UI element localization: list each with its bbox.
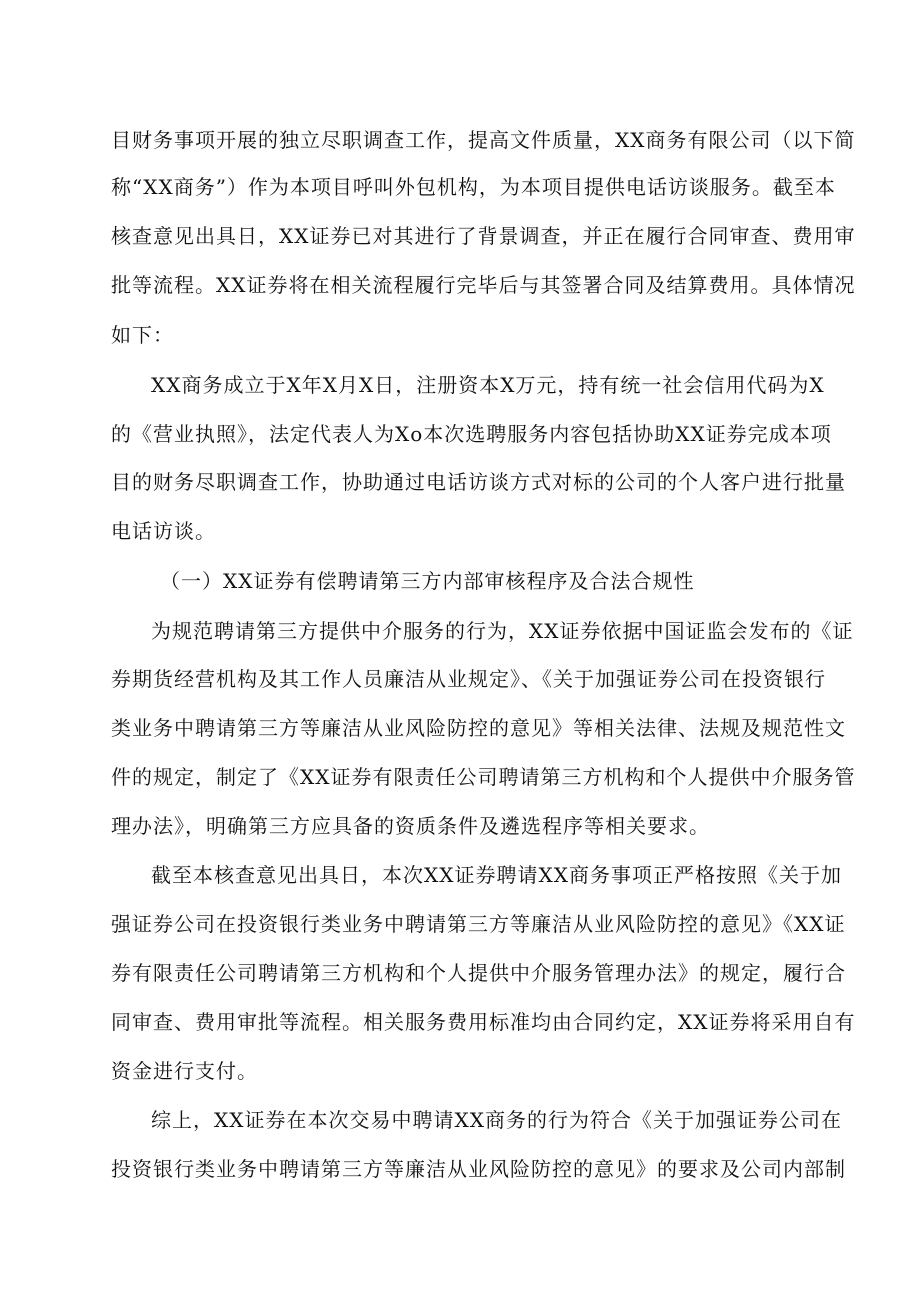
text-line-4: 批等流程。XX证券将在相关流程履行完毕后与其签署合同及结算费用。具体情况	[111, 273, 856, 297]
text-line-9: 电话访谈。	[111, 519, 216, 543]
text-line-3: 核查意见出具日，XX证券已对其进行了背景调查，并正在履行合同审查、费用审	[111, 224, 856, 248]
text-line-12: 券期货经营机构及其工作人员廉洁从业规定》、《关于加强证券公司在投资银行	[111, 667, 826, 691]
text-line-21: 综上，XX证券在本次交易中聘请XX商务的行为符合《关于加强证券公司在	[151, 1108, 842, 1132]
text-line-16: 截至本核查意见出具日，本次XX证券聘请XX商务事项正严格按照《关于加	[151, 863, 842, 887]
text-line-2: 称“XX商务”）作为本项目呼叫外包机构，为本项目提供电话访谈服务。截至本	[111, 175, 836, 199]
text-line-22: 投资银行类业务中聘请第三方等廉洁从业风险防控的意见》的要求及公司内部制	[111, 1157, 846, 1181]
text-line-20: 资金进行支付。	[111, 1059, 258, 1083]
text-line-14: 件的规定，制定了《XX证券有限责任公司聘请第三方机构和个人提供中介服务管	[111, 765, 856, 789]
section-heading: （一）XX证券有偿聘请第三方内部审核程序及合法合规性	[160, 569, 695, 593]
text-line-18: 券有限责任公司聘请第三方机构和个人提供中介服务管理办法》的规定，履行合	[111, 961, 846, 985]
text-line-19: 同审查、费用审批等流程。相关服务费用标准均由合同约定，XX证券将采用自有	[111, 1010, 856, 1034]
text-line-5: 如下：	[111, 323, 174, 347]
text-line-15: 理办法》，明确第三方应具备的资质条件及遴选程序等相关要求。	[111, 814, 710, 838]
text-line-17: 强证券公司在投资银行类业务中聘请第三方等廉洁从业风险防控的意见》《XX证	[111, 912, 846, 936]
text-line-7: 的《营业执照》，法定代表人为Xo本次选聘服务内容包括协助XX证券完成本项	[111, 422, 832, 446]
text-line-11: 为规范聘请第三方提供中介服务的行为，XX证券依据中国证监会发布的《证	[151, 619, 854, 643]
text-line-13: 类业务中聘请第三方等廉洁从业风险防控的意见》等相关法律、法规及规范性文	[111, 716, 846, 740]
text-line-1: 目财务事项开展的独立尽职调查工作，提高文件质量，XX商务有限公司（以下简	[111, 128, 856, 152]
text-line-6: XX商务成立于X年X月X日，注册资本X万元，持有统一社会信用代码为X	[151, 373, 825, 397]
text-line-8: 目的财务尽职调查工作，协助通过电话访谈方式对标的公司的个人客户进行批量	[111, 470, 846, 494]
